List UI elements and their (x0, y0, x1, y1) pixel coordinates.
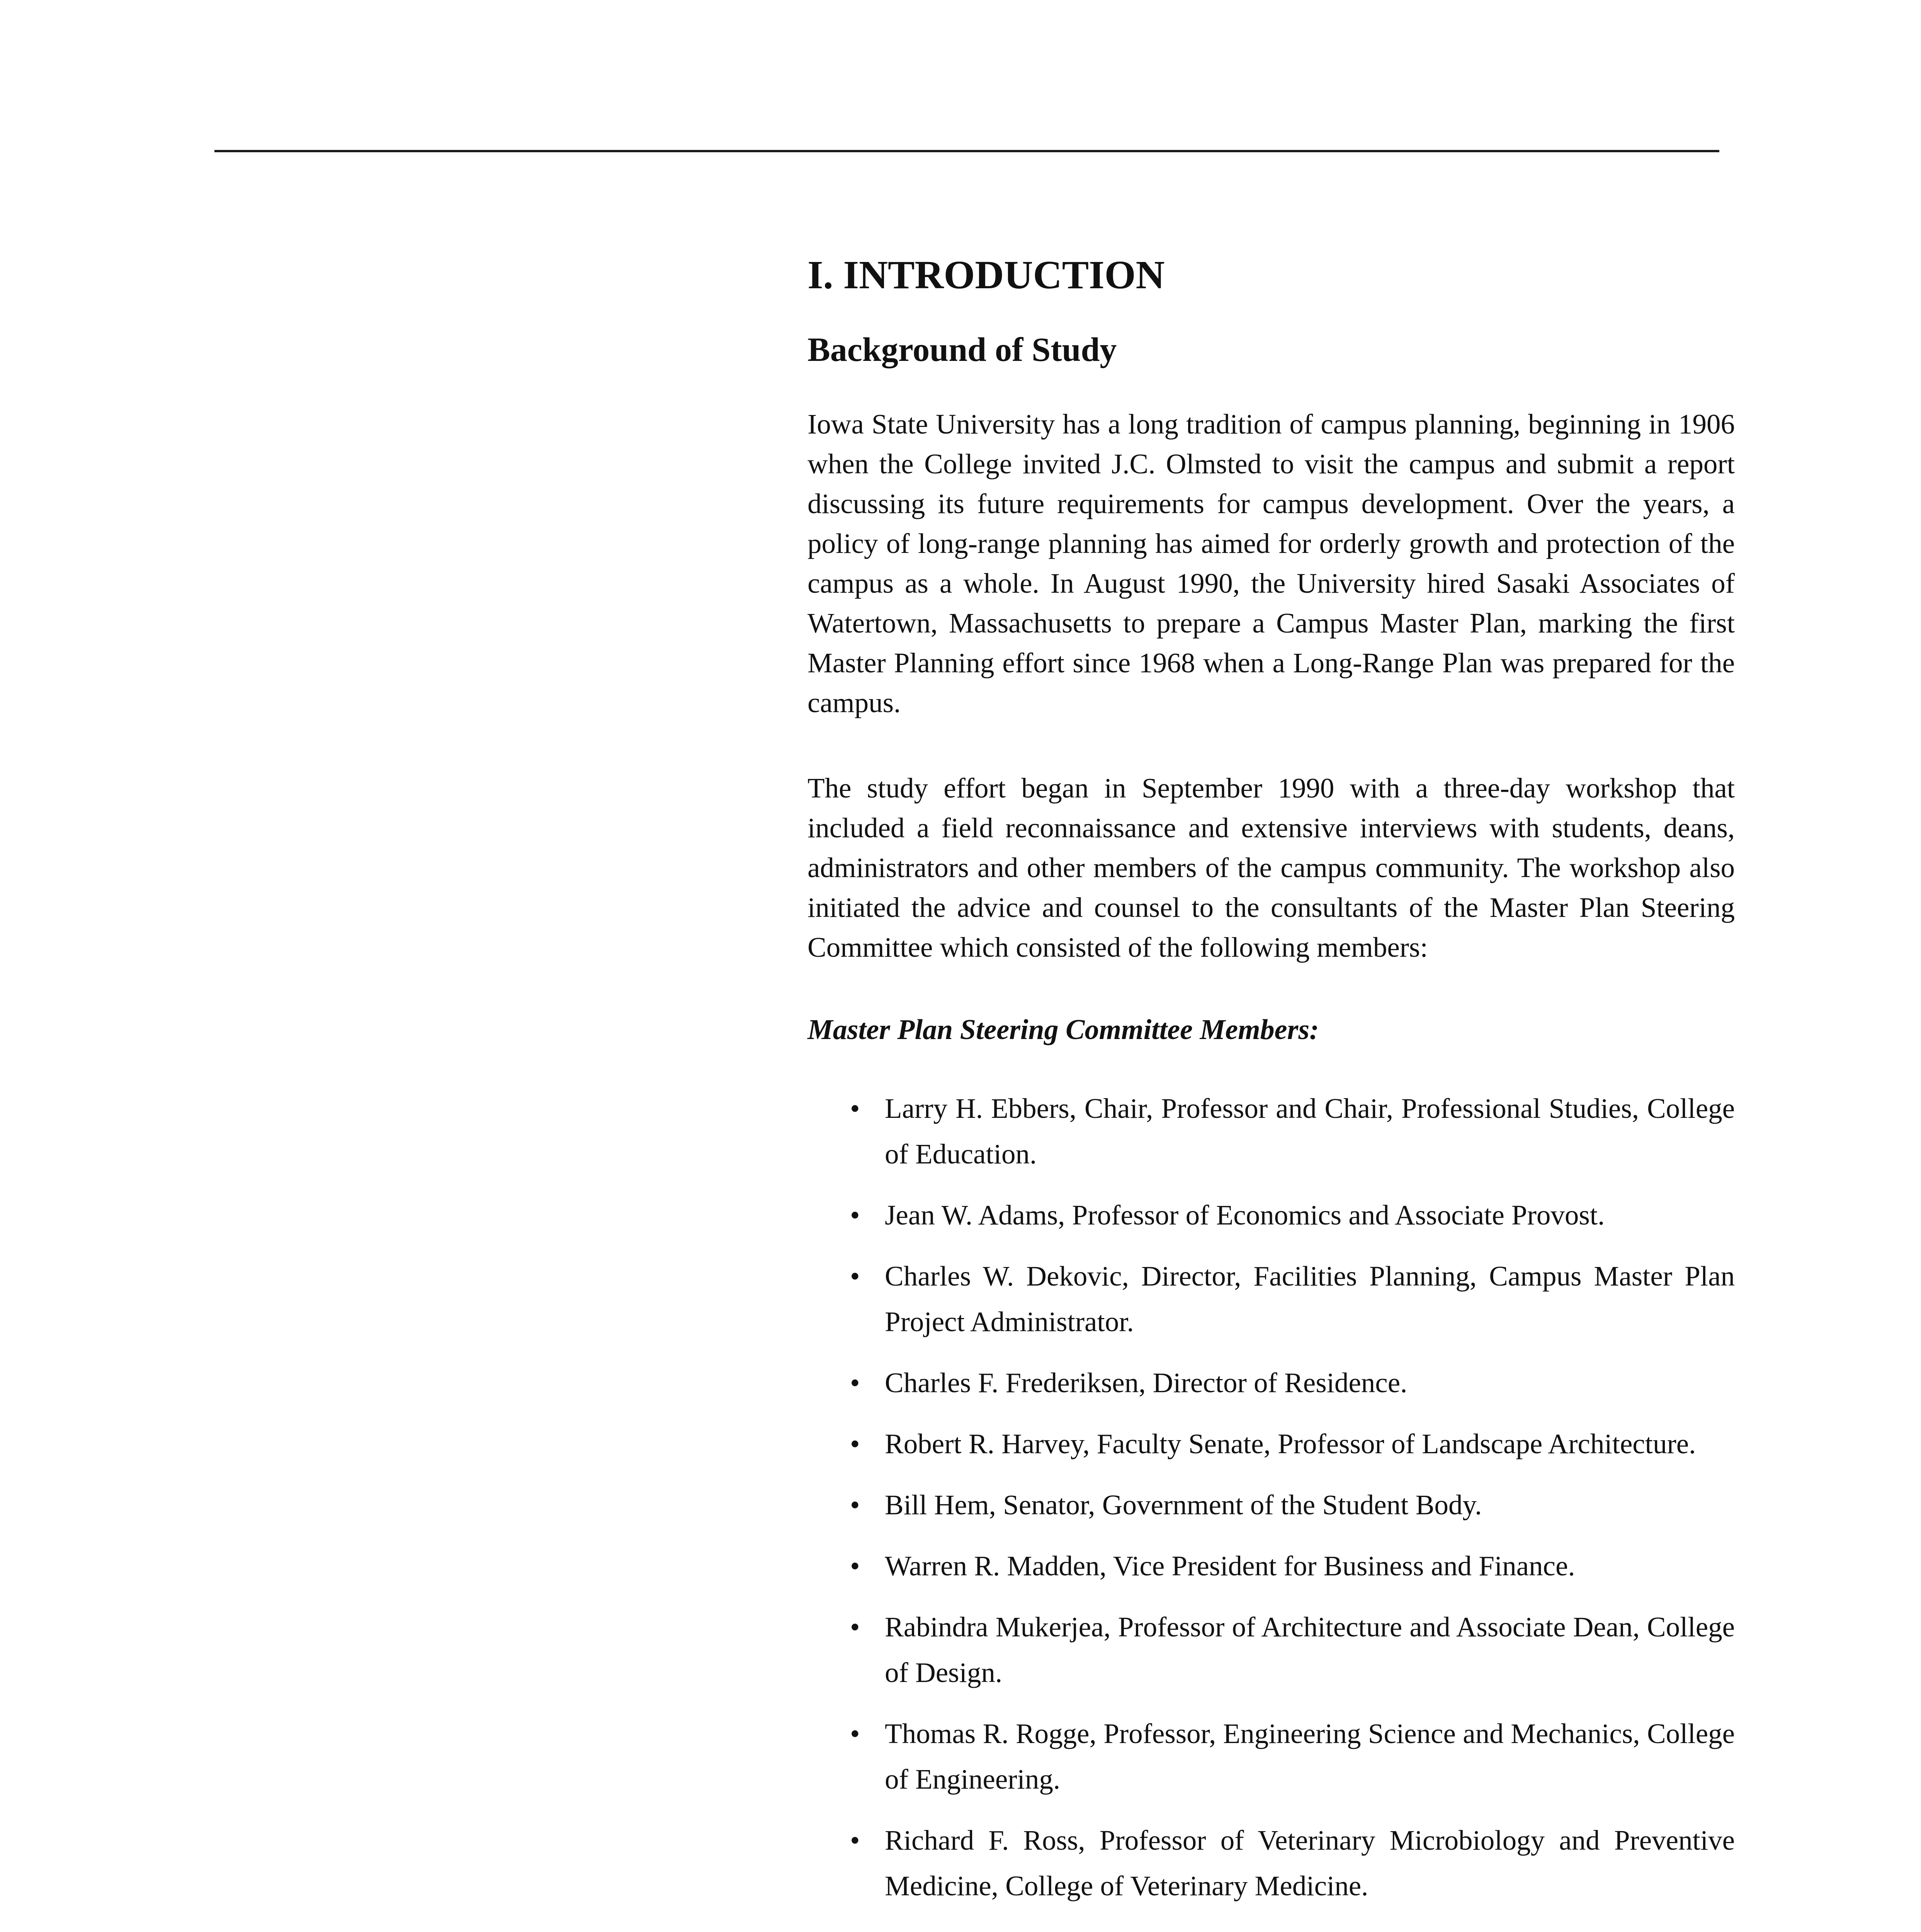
committee-member-list (808, 1086, 1735, 1932)
member-text: Larry H. Ebbers, Chair, Professor and Chair, Professional Studies, College of Education. (885, 1093, 1735, 1170)
bullet-icon: • (850, 1489, 860, 1521)
list-item (850, 1543, 1735, 1589)
list-item (885, 1924, 1735, 1932)
subtitle: Background of Study (808, 331, 1117, 369)
bullet-icon: • (850, 1825, 860, 1856)
bullet-icon: • (850, 1428, 860, 1460)
paragraph-background: Iowa State University has a long tradition of campus planning, beginning in 1906 when the College invited J.C. Olmsted to visit the campus and submit a report discussing its future requirements for campus development. Over the years, a policy of long-range planning has aimed for orderly growth and protection of the campus as a whole. In August 1990, the University hired Sasaki Associates of Watertown, Massachusetts to prepare a Campus Master Plan, marking the first Master Planning effort since 1968 when a Long-Range Plan was prepared for the campus. (808, 408, 1735, 719)
member-text: Robert R. Harvey, Faculty Senate, Professor of Landscape Architecture. (885, 1428, 1696, 1460)
bullet-icon: • (850, 1718, 860, 1750)
bullet-icon: • (850, 1550, 860, 1582)
list-item (850, 1818, 1735, 1909)
bullet-icon: • (850, 1199, 860, 1231)
list-item (850, 1604, 1735, 1696)
member-text: Rabindra Mukerjea, Professor of Architecture and Associate Dean, College of Design. (885, 1611, 1735, 1689)
list-item (850, 1253, 1735, 1345)
member-text: Bill Hem, Senator, Government of the Student Body. (885, 1489, 1482, 1521)
member-text: Jean W. Adams, Professor of Economics and Associate Provost. (885, 1199, 1605, 1231)
member-text: Warren R. Madden, Vice President for Business and Finance. (885, 1550, 1575, 1582)
member-text: Richard F. Ross, Professor of Veterinary Microbiology and Preventive Medicine, College of Veterinary Medicine. (885, 1825, 1735, 1902)
list-item (850, 1086, 1735, 1177)
bullet-icon: • (850, 1611, 860, 1643)
list-item (850, 1360, 1735, 1406)
bullet-icon: • (850, 1093, 860, 1124)
paragraph-study-effort: The study effort began in September 1990 with a three-day workshop that included a field reconnaissance and extensive interviews with students, deans, administrators and other members of the campus community. The workshop also initiated the advice and counsel to the consultants of the Master Plan Steering Committee which consisted of the following members: (808, 772, 1735, 963)
page-content (808, 251, 1735, 1932)
member-text: Charles W. Dekovic, Director, Facilities Planning, Campus Master Plan Project Administrator. (885, 1260, 1735, 1338)
member-text: Thomas R. Rogge, Professor, Engineering Science and Mechanics, College of Engineering. (885, 1718, 1735, 1795)
committee-heading: Master Plan Steering Committee Members: (808, 1014, 1319, 1046)
bullet-icon (850, 1924, 860, 1932)
member-text: Charles F. Frederiksen, Director of Residence. (885, 1367, 1408, 1399)
section-title: I. INTRODUCTION (808, 253, 1165, 297)
list-item (850, 1711, 1735, 1802)
list-item (850, 1482, 1735, 1528)
bullet-icon: • (850, 1260, 860, 1292)
top-rule (214, 150, 1719, 152)
list-item (850, 1421, 1735, 1467)
bullet-icon: • (850, 1367, 860, 1399)
list-item (850, 1192, 1735, 1238)
